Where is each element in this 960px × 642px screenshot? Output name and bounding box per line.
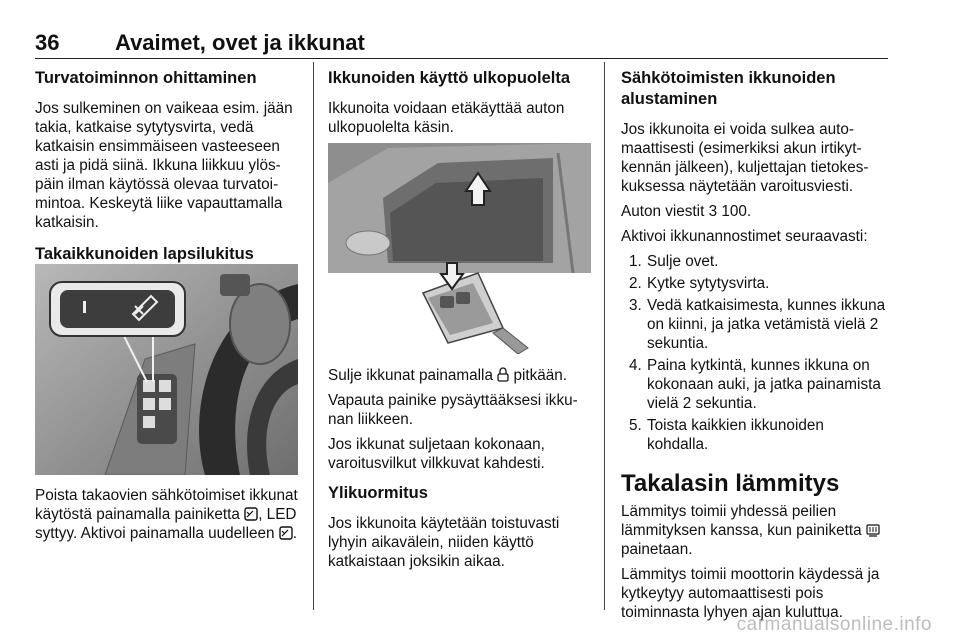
section-heading: Takaikkunoiden lapsilukitus (35, 245, 254, 263)
door-switch-illustration (35, 264, 298, 475)
paragraph: Ikkunoita voidaan etäkäyttää auton ulkopuolelta käsin. (328, 100, 565, 136)
window-lock-icon (244, 507, 258, 521)
page-reference-arrow-icon: 3 (708, 203, 718, 220)
watermark: carmanualsonline.info (736, 614, 932, 635)
paragraph: Aktivoi ikkunannostimet seuraavasti: (621, 228, 868, 245)
window-lock-icon (279, 526, 293, 540)
column-1-lower (35, 486, 303, 549)
paragraph: Lämmitys toimii moottorin käydessä ja kytkeytyy automaattisesti pois toiminnasta lyhyen ajan kuluttua. (621, 566, 880, 621)
list-item: 2. Kytke sytytysvirta. (629, 275, 770, 292)
paragraph: Auton viestit 3 100. (621, 203, 752, 220)
paragraph: Sulje ikkunat painamalla pitkään. (328, 367, 568, 384)
paragraph: Vapauta painike pysäyttääksesi ikkunan liikkeen. (328, 392, 578, 428)
section-heading: Ikkunoiden käyttö ulkopuolelta (328, 69, 571, 87)
list-item: 3. Vedä katkaisimesta, kunnes ikkuna on kiinni, ja jatka vetämistä vielä 2 sekuntia. (629, 297, 886, 352)
paragraph: Jos ikkunoita ei voida sulkea automaattisesti (esimerkiksi akun irtikytkennän jälkeen), kuljettajan tietokeskuksessa näytetään varoitusviesti. (621, 121, 869, 195)
header-rule (35, 58, 888, 59)
list-item: 4. Paina kytkintä, kunnes ikkuna on kokonaan auki, ja jatka painamista vielä 2 sekuntia. (629, 357, 881, 412)
paragraph: Poista takaovien sähkötoimiset ikkunat käytöstä painamalla painiketta , LED syttyy. Aktivoi painamalla uudelleen . (35, 487, 298, 542)
column-1 (35, 64, 303, 275)
section-heading: Turvatoiminnon ohittaminen (35, 69, 257, 87)
column-2 (328, 64, 596, 143)
list-item: 5. Toista kaikkien ikkunoiden kohdalla. (629, 417, 824, 453)
paragraph: Jos ikkunoita käytetään toistuvasti lyhyin aikavälein, niiden käyttö katkaistaan joksikin aikaa. (328, 515, 560, 570)
paragraph: Jos ikkunat suljetaan kokonaan, varoitusvilkut vilkkuvat kahdesti. (328, 436, 545, 472)
page-title: Avaimet, ovet ja ikkunat (115, 30, 365, 55)
padlock-icon (497, 367, 509, 382)
list-item: 1. Sulje ovet. (629, 253, 719, 270)
section-heading: Sähkötoimisten ikkunoiden alustaminen (621, 69, 836, 108)
page-number: 36 (35, 30, 60, 55)
steps-list (621, 252, 888, 454)
remote-window-illustration (328, 143, 591, 354)
column-2-lower (328, 366, 596, 577)
section-heading-large: Takalasin lämmitys (621, 470, 840, 497)
column-divider (313, 62, 314, 610)
section-heading: Ylikuormitus (328, 484, 428, 502)
rear-defrost-icon (866, 523, 880, 537)
paragraph: Lämmitys toimii yhdessä peilien lämmityksen kanssa, kun painiketta painetaan. (621, 502, 888, 559)
paragraph: Jos sulkeminen on vaikeaa esim. jään takia, katkaise sytytysvirta, vedä katkaisin ensimmäiseen vasteeseen asti ja pidä siinä. Ikkuna liikkuu ylöspäin ilman käytössä olevaa turvatoimintoa. Keskeytä liike vapauttamalla katkaisin. (35, 100, 293, 231)
column-3 (621, 64, 888, 628)
column-divider (604, 62, 605, 610)
